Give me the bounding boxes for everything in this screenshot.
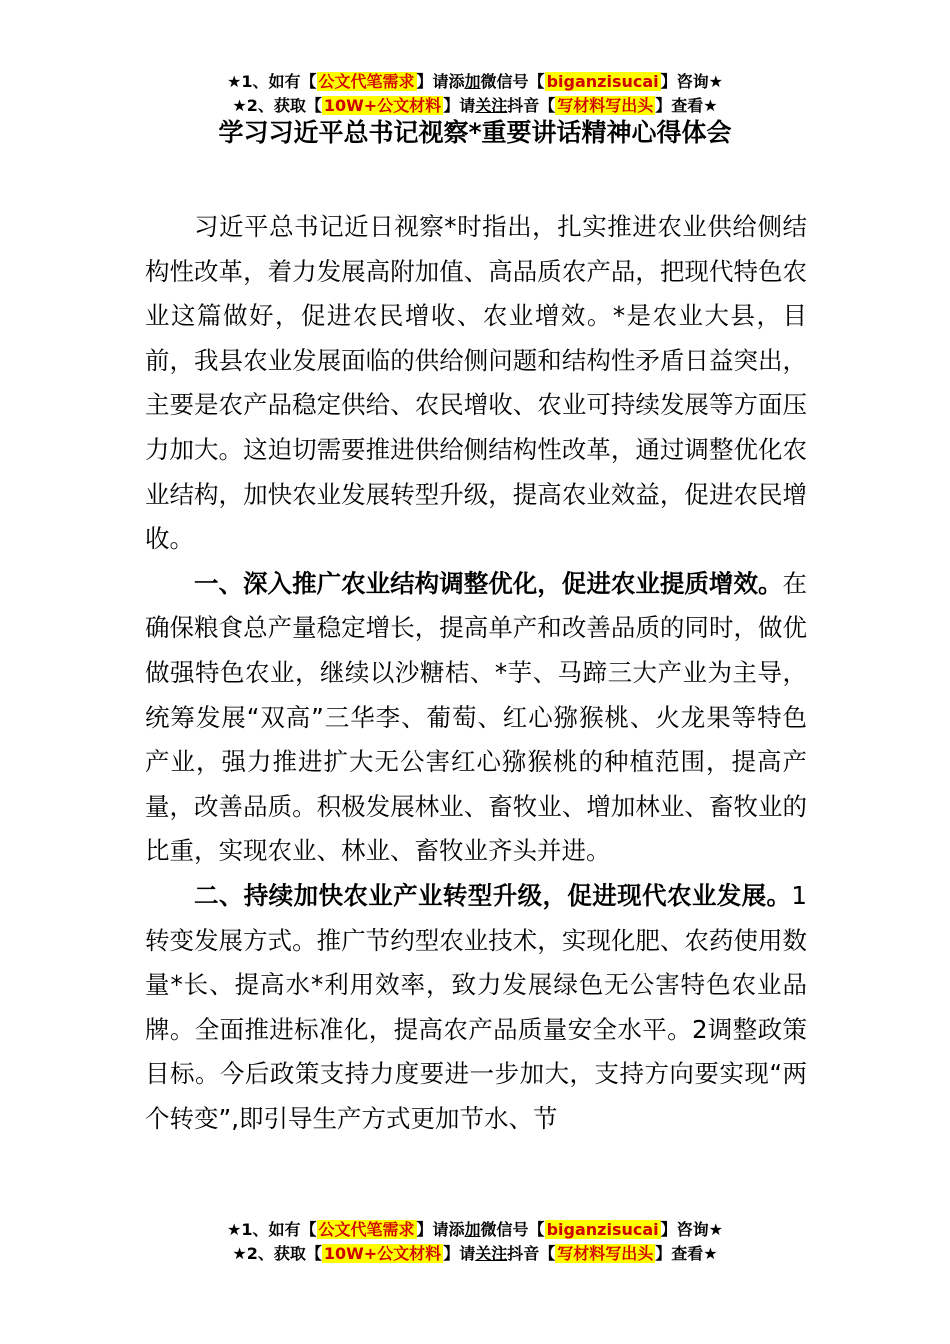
banner-line-1: ★1、如有【 公文代笔需求 】请添加微信号【 biganzisucai 】咨询★ [227,72,723,91]
highlight-materials: 10W+公文材料 [323,96,442,115]
paragraph-intro: 习近平总书记近日视察*时指出，扎实推进农业供给侧结构性改革，着力发展高附加值、高品质农产品，把现代特色农业这篇做好，促进农民增收、农业增效。*是农业大县，目前，我县农业发展面临的供给侧问题和结构性矛盾日益突出，主要是农产品稳定供给、农民增收、农业可持续发展等方面压力加大。这迫切需要推进供给侧结构性改革，通过调整优化农业结构，加快农业发展转型升级，提高农业效益，促进农民增收。 [145,212,807,554]
highlight-wechat-id: biganzisucai [546,1220,659,1239]
highlight-service: 公文代笔需求 [318,72,415,91]
section-2-heading: 二、持续加快农业产业转型升级，促进现代农业发展。 [194,880,792,910]
top-banner [0,70,950,118]
highlight-materials: 10W+公文材料 [323,1244,442,1263]
bottom-banner [0,1218,950,1266]
highlight-douyin: 写材料写出头 [557,96,654,115]
highlight-douyin: 写材料写出头 [557,1244,654,1263]
highlight-wechat-id: biganzisucai [546,72,659,91]
section-2-body: 1转变发展方式。推广节约型农业技术，实现化肥、农药使用数量*长、提高水*利用效率，致力发展绿色无公害特色农业品牌。全面推进标准化，提高农产品质量安全水平。2调整政策目标。今后政策支持力度要进一步加大，支持方向要实现“两个转变”,即引导生产方式更加节水、节 [145,880,807,1133]
section-1-body: 在确保粮食总产量稳定增长，提高单产和改善品质的同时，做优做强特色农业，继续以沙糖桔、*芋、马蹄三大产业为主导，统筹发展“双高”三华李、葡萄、红心猕猴桃、火龙果等特色产业，强力推进扩大无公害红心猕猴桃的种植范围，提高产量，改善品质。积极发展林业、畜牧业、增加林业、畜牧业的比重，实现农业、林业、畜牧业齐头并进。 [145,568,807,866]
paragraph-section-2 [145,874,807,1142]
document-body [145,205,807,1141]
banner-line-1: ★1、如有【 公文代笔需求 】请添加微信号【 biganzisucai 】咨询★ [227,1220,723,1239]
highlight-service: 公文代笔需求 [318,1220,415,1239]
banner-line-2: ★2、获取【 10W+公文材料 】请关注抖音【 写材料写出头 】查看★ [232,1244,718,1263]
section-1-heading: 一、深入推广农业结构调整优化，促进农业提质增效。 [194,568,783,598]
document-title: 学习习近平总书记视察*重要讲话精神心得体会 [218,118,732,147]
banner-line-2: ★2、获取【 10W+公文材料 】请关注抖音【 写材料写出头 】查看★ [232,96,718,115]
paragraph-section-1 [145,562,807,874]
